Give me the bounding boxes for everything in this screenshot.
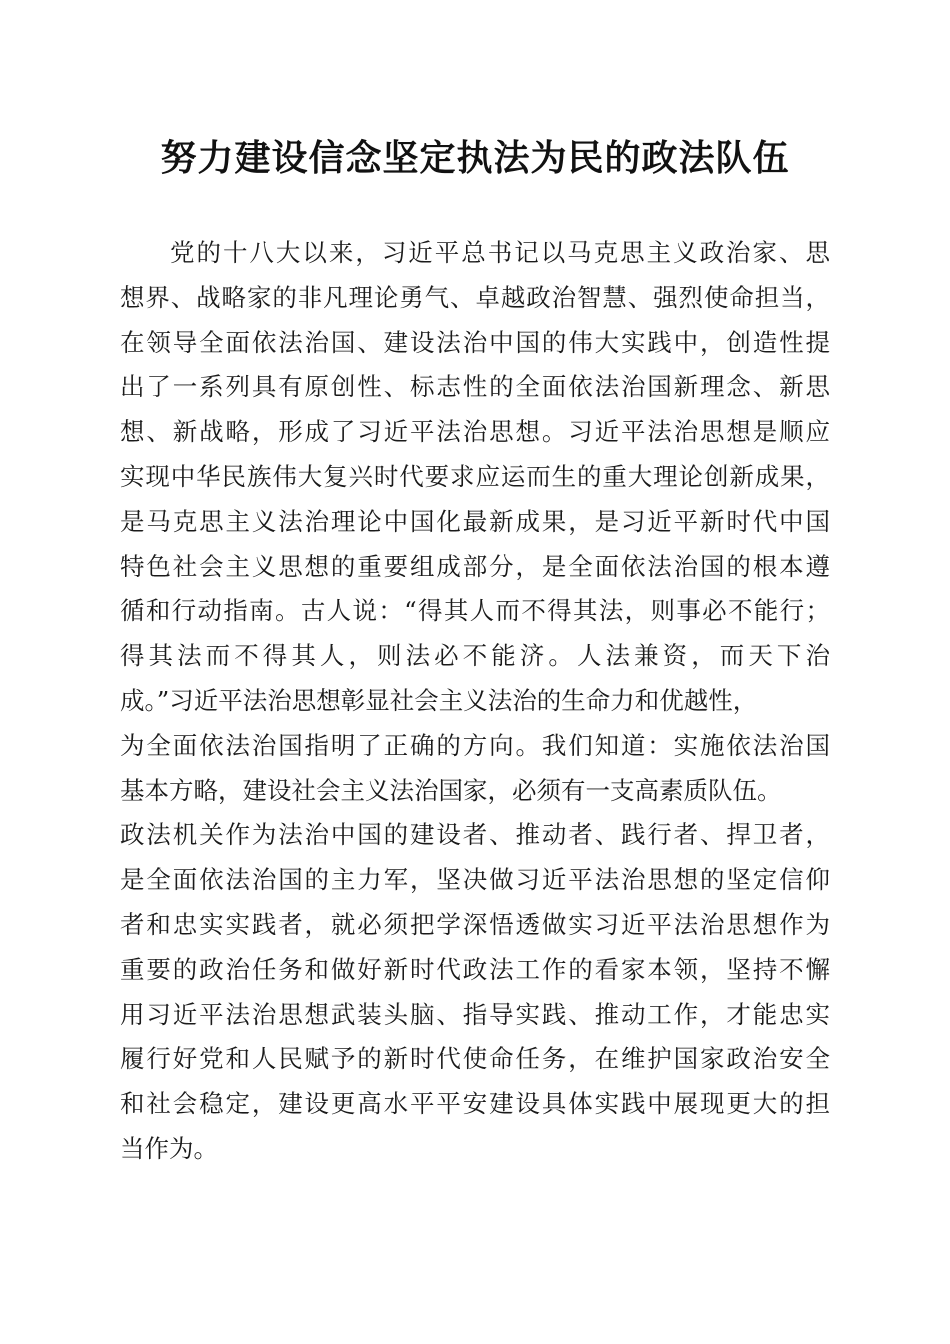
paragraph-line: 基本方略，建设社会主义法治国家，必须有一支高素质队伍。 [120, 775, 782, 805]
paragraph-line: 循和行动指南。古人说：“得其人而不得其法，则事必不能行； [120, 596, 830, 626]
paragraph-line: 者和忠实实践者，就必须把学深悟透做实习近平法治思想作为 [120, 909, 830, 939]
body-paragraph [120, 231, 830, 1172]
paragraph-line: 重要的政治任务和做好新时代政法工作的看家本领，坚持不懈 [120, 954, 830, 984]
paragraph-line: 特色社会主义思想的重要组成部分，是全面依法治国的根本遵 [120, 551, 830, 581]
paragraph-line: 和社会稳定，建设更高水平平安建设具体实践中展现更大的担 [120, 1089, 830, 1119]
paragraph-line: 出了一系列具有原创性、标志性的全面依法治国新理念、新思 [120, 372, 830, 402]
paragraph-line: 想界、战略家的非凡理论勇气、卓越政治智慧、强烈使命担当， [120, 282, 830, 312]
paragraph-line: 为全面依法治国指明了正确的方向。我们知道：实施依法治国 [120, 730, 830, 760]
paragraph-line: 用习近平法治思想武装头脑、指导实践、推动工作，才能忠实 [120, 999, 830, 1029]
paragraph-line: 实现中华民族伟大复兴时代要求应运而生的重大理论创新成果， [120, 461, 830, 491]
paragraph-line: 在领导全面依法治国、建设法治中国的伟大实践中，创造性提 [120, 327, 830, 357]
paragraph-line: 当作为。 [120, 1133, 218, 1163]
paragraph-line: 想、新战略，形成了习近平法治思想。习近平法治思想是顺应 [120, 417, 830, 447]
paragraph-line: 履行好党和人民赋予的新时代使命任务，在维护国家政治安全 [120, 1044, 830, 1074]
paragraph-line: 政法机关作为法治中国的建设者、推动者、践行者、捍卫者， [120, 820, 830, 850]
paragraph-line: 成。”习近平法治思想彰显社会主义法治的生命力和优越性， [120, 685, 758, 715]
paragraph-line: 是马克思主义法治理论中国化最新成果，是习近平新时代中国 [120, 506, 830, 536]
paragraph-line: 党的十八大以来，习近平总书记以马克思主义政治家、思 [170, 238, 830, 267]
document-title: 努力建设信念坚定执法为民的政法队伍 [160, 137, 790, 179]
paragraph-line: 是全面依法治国的主力军，坚决做习近平法治思想的坚定信仰 [120, 865, 830, 895]
paragraph-line: 得其法而不得其人，则法必不能济。人法兼资，而天下治 [120, 641, 830, 671]
